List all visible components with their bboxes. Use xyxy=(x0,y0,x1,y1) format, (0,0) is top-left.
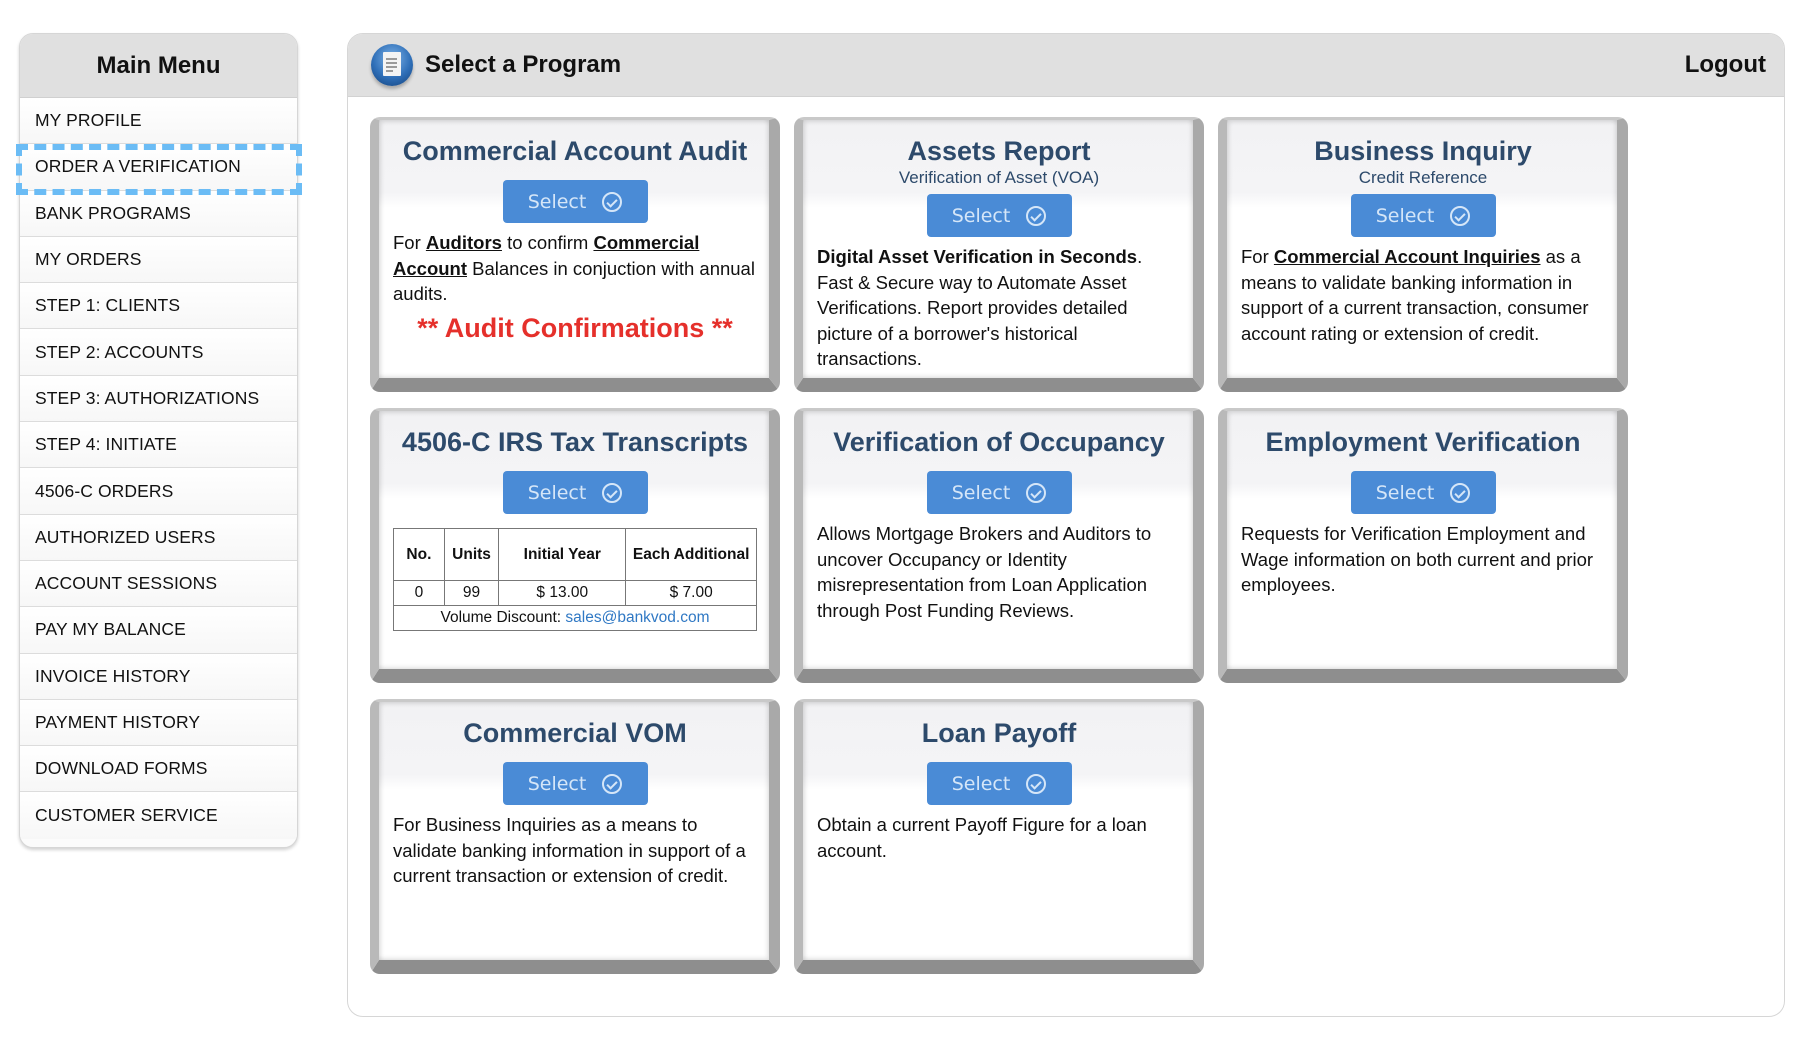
menu-item-step4-initiate[interactable]: STEP 4: INITIATE xyxy=(20,422,297,468)
card-title: Business Inquiry xyxy=(1314,136,1532,166)
select-label: Select xyxy=(951,481,1011,504)
menu-item-payment-history[interactable]: PAYMENT HISTORY xyxy=(20,700,297,746)
program-card-4506c-irs-tax-transcripts xyxy=(370,408,780,683)
card-description: Requests for Verification Employment and Wage information on both current and prior employees. xyxy=(1241,523,1594,595)
menu-item-download-forms[interactable]: DOWNLOAD FORMS xyxy=(20,746,297,792)
menu-item-bank-programs[interactable]: BANK PROGRAMS xyxy=(20,191,297,237)
select-label: Select xyxy=(1375,204,1435,227)
card-description: For Auditors to confirm Commercial Account Balances in conjuction with annual audits. xyxy=(393,232,755,304)
card-title: Commercial VOM xyxy=(463,718,687,748)
check-circle-icon xyxy=(1026,206,1046,226)
check-circle-icon xyxy=(602,483,622,503)
menu-item-customer-service[interactable]: CUSTOMER SERVICE xyxy=(20,792,297,838)
check-circle-icon xyxy=(1450,206,1470,226)
select-button-commercial-vom[interactable] xyxy=(503,762,648,805)
menu-item-authorized-users[interactable]: AUTHORIZED USERS xyxy=(20,515,297,561)
main-menu-sidebar xyxy=(19,33,298,848)
menu-item-step2-accounts[interactable]: STEP 2: ACCOUNTS xyxy=(20,329,297,375)
select-button-verification-of-occupancy[interactable] xyxy=(927,471,1072,514)
program-card-commercial-vom xyxy=(370,699,780,974)
menu-item-invoice-history[interactable]: INVOICE HISTORY xyxy=(20,654,297,700)
col-header-each-additional: Each Additional xyxy=(626,529,757,581)
main-menu-title: Main Menu xyxy=(20,34,297,98)
select-label: Select xyxy=(527,772,587,795)
menu-item-pay-my-balance[interactable]: PAY MY BALANCE xyxy=(20,607,297,653)
select-button-loan-payoff[interactable] xyxy=(927,762,1072,805)
check-circle-icon xyxy=(1026,774,1046,794)
pricing-table xyxy=(393,528,757,631)
panel-header xyxy=(348,34,1784,97)
menu-item-my-orders[interactable]: MY ORDERS xyxy=(20,237,297,283)
program-card-employment-verification xyxy=(1218,408,1628,683)
program-card-assets-report xyxy=(794,117,1204,392)
menu-item-order-a-verification[interactable]: ORDER A VERIFICATION xyxy=(20,144,297,190)
menu-item-my-profile[interactable]: MY PROFILE xyxy=(20,98,297,144)
select-label: Select xyxy=(951,204,1011,227)
cell-units: 99 xyxy=(444,581,498,606)
card-title: Verification of Occupancy xyxy=(833,427,1165,457)
volume-discount-row xyxy=(394,606,757,631)
card-description: For Business Inquiries as a means to validate banking information in support of a current transaction or extension of credit. xyxy=(393,814,746,886)
menu-item-step3-authorizations[interactable]: STEP 3: AUTHORIZATIONS xyxy=(20,376,297,422)
card-title: Loan Payoff xyxy=(921,718,1077,748)
menu-item-step1-clients[interactable]: STEP 1: CLIENTS xyxy=(20,283,297,329)
program-card-commercial-account-audit xyxy=(370,117,780,392)
check-circle-icon xyxy=(602,192,622,212)
select-button-4506c[interactable] xyxy=(503,471,648,514)
audit-confirmations-banner: ** Audit Confirmations ** xyxy=(417,312,733,343)
cell-initial-year: $ 13.00 xyxy=(499,581,626,606)
card-description: For Commercial Account Inquiries as a means to validate banking information in support of a current transaction, consumer account rating or extension of credit. xyxy=(1241,246,1589,344)
page-title: Select a Program xyxy=(425,51,622,78)
card-title: 4506-C IRS Tax Transcripts xyxy=(401,427,749,457)
col-header-units: Units xyxy=(444,529,498,581)
card-title: Employment Verification xyxy=(1265,427,1581,457)
card-description: Digital Asset Verification in Seconds. Fast & Secure way to Automate Asset Verifications. Report provides detailed picture of a borrower's historical transactions. xyxy=(817,246,1143,369)
program-card-verification-of-occupancy xyxy=(794,408,1204,683)
logout-link[interactable]: Logout xyxy=(1684,51,1766,78)
select-label: Select xyxy=(527,190,587,213)
document-icon xyxy=(371,44,413,86)
col-header-initial-year: Initial Year xyxy=(499,529,626,581)
sales-email-link[interactable]: sales@bankvod.com xyxy=(565,609,710,626)
select-button-employment-verification[interactable] xyxy=(1351,471,1496,514)
card-description: Obtain a current Payoff Figure for a loan account. xyxy=(817,814,1147,861)
col-header-no: No. xyxy=(394,529,445,581)
select-button-business-inquiry[interactable] xyxy=(1351,194,1496,237)
select-label: Select xyxy=(951,772,1011,795)
program-card-loan-payoff xyxy=(794,699,1204,974)
card-title: Commercial Account Audit xyxy=(402,136,748,166)
menu-item-4506c-orders[interactable]: 4506-C ORDERS xyxy=(20,468,297,514)
check-circle-icon xyxy=(1026,483,1046,503)
menu-item-account-sessions[interactable]: ACCOUNT SESSIONS xyxy=(20,561,297,607)
select-label: Select xyxy=(527,481,587,504)
table-row xyxy=(394,581,757,606)
card-subtitle: Credit Reference xyxy=(1358,168,1488,187)
check-circle-icon xyxy=(1450,483,1470,503)
select-button-assets-report[interactable] xyxy=(927,194,1072,237)
check-circle-icon xyxy=(602,774,622,794)
cell-no: 0 xyxy=(394,581,445,606)
volume-discount-label: Volume Discount: xyxy=(440,609,566,626)
card-description: Allows Mortgage Brokers and Auditors to uncover Occupancy or Identity misrepresentation from Loan Application through Post Funding Reviews. xyxy=(817,523,1152,621)
select-label: Select xyxy=(1375,481,1435,504)
program-card-business-inquiry xyxy=(1218,117,1628,392)
select-program-panel xyxy=(347,33,1785,1017)
card-title: Assets Report xyxy=(907,136,1091,166)
cell-each-additional: $ 7.00 xyxy=(626,581,757,606)
card-subtitle: Verification of Asset (VOA) xyxy=(898,168,1100,187)
select-button-commercial-account-audit[interactable] xyxy=(503,180,648,223)
